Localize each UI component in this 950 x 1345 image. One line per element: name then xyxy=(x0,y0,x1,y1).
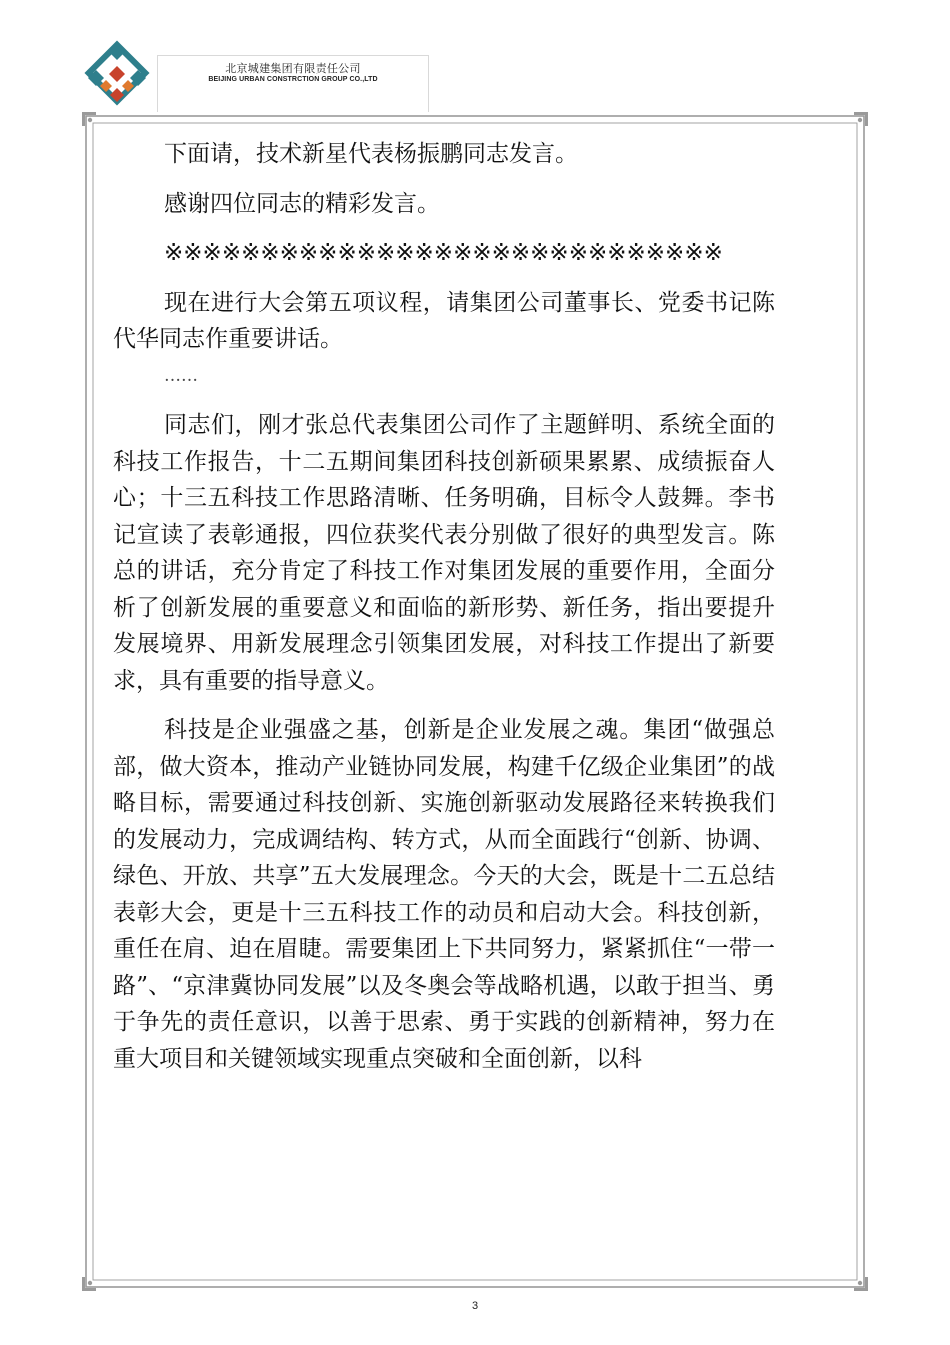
paragraph-thanks: 感谢四位同志的精彩发言。 xyxy=(164,190,440,217)
page-number: 3 xyxy=(471,1300,479,1312)
paragraph-innovation: 科技是企业强盛之基，创新是企业发展之魂。集团“做强总部，做大资本，推动产业链协同发展，构建千亿级企业集团”的战略目标，需要通过科技创新、实施创新驱动发展路径来转换我们的发展动力，完成调结构、转方式，从而全面践行“创新、协调、绿色、开放、共享”五大发展理念。今天的大会，既是十二五总结表彰大会，更是十三五科技工作的动员和启动大会。科技创新，重任在肩、迫在眉睫。需要集团上下共同努力，紧紧抓住“一带一路”、“京津冀协同发展”以及冬奥会等战略机遇，以敢于担当、勇于争先的责任意识，以善于思索、勇于实践的创新精神，努力在重大项目和关键领域实现重点突破和全面创新，以科 xyxy=(113,717,775,1072)
paragraph-agenda-item: 现在进行大会第五项议程，请集团公司董事长、党委书记陈代华同志作重要讲话。 xyxy=(113,289,775,352)
letterhead-box xyxy=(157,55,429,112)
section-divider: ※※※※※※※※※※※※※※※※※※※※※※※※※※※※※ xyxy=(164,240,723,266)
paragraph-ellipsis: …… xyxy=(164,365,198,386)
company-name-cn: 北京城建集团有限责任公司 xyxy=(225,62,361,75)
paragraph-next-speaker: 下面请，技术新星代表杨振鹏同志发言。 xyxy=(164,141,578,167)
document-body xyxy=(113,136,775,1077)
company-name-en: BEIJING URBAN CONSTRCTION GROUP CO.,LTD xyxy=(208,76,378,83)
paragraph-summary: 同志们，刚才张总代表集团公司作了主题鲜明、系统全面的科技工作报告，十二五期间集团科技创新硕果累累、成绩振奋人心；十三五科技工作思路清晰、任务明确，目标令人鼓舞。李书记宣读了表彰通报，四位获奖代表分别做了很好的典型发言。陈总的讲话，充分肯定了科技工作对集团发展的重要作用，全面分析了创新发展的重要意义和面临的新形势、新任务，指出要提升发展境界、用新发展理念引领集团发展，对科技工作提出了新要求，具有重要的指导意义。 xyxy=(113,412,775,694)
company-logo-icon xyxy=(84,40,150,106)
